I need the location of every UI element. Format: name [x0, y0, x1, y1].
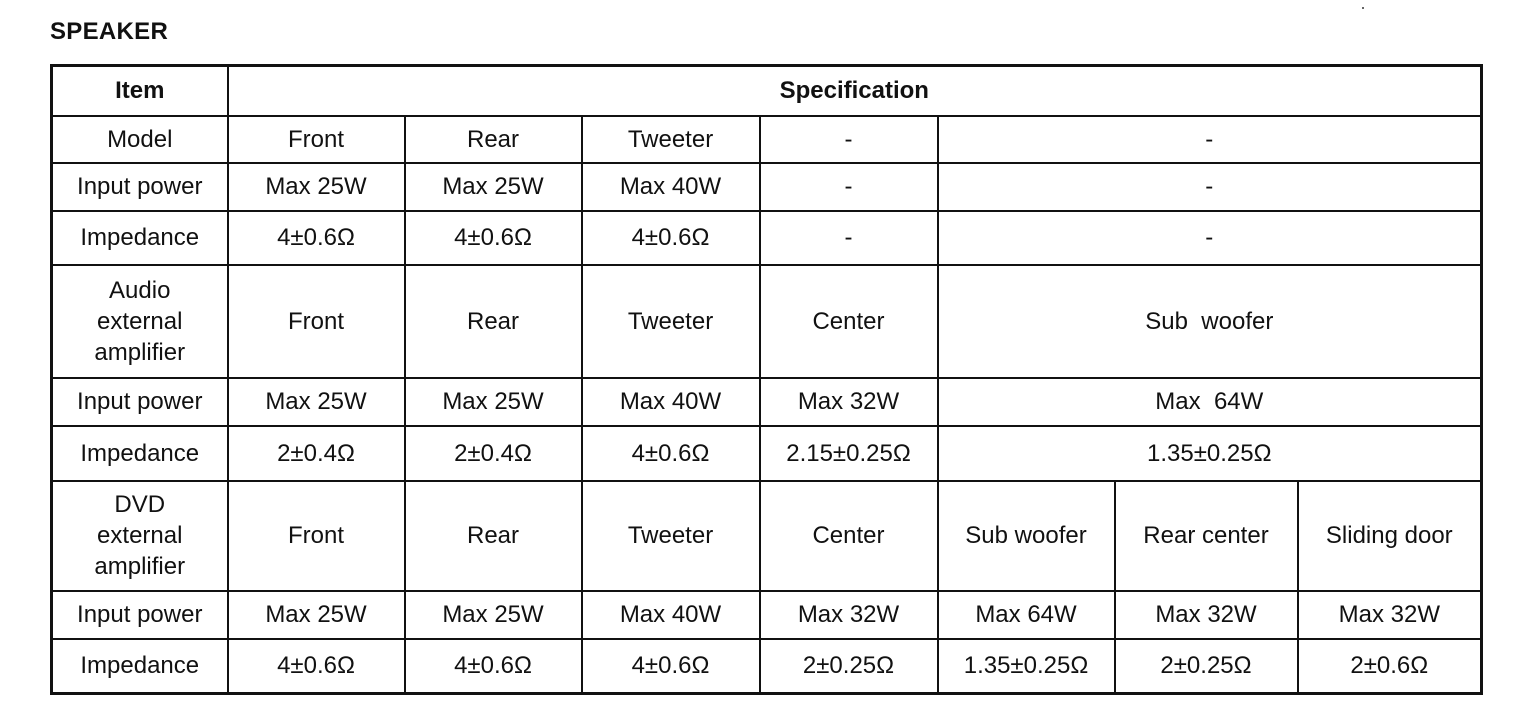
- header-row: [52, 66, 1482, 116]
- table-cell: Tweeter: [582, 265, 760, 378]
- table-cell: Rear: [405, 116, 582, 163]
- table-row: [52, 211, 1482, 265]
- row-label: Impedance: [52, 211, 228, 265]
- table-cell: -: [760, 116, 938, 163]
- specification-header: Specification: [228, 66, 1482, 116]
- table-row: [52, 378, 1482, 426]
- table-cell: 4±0.6Ω: [582, 426, 760, 481]
- table-cell: Max 64W: [938, 591, 1115, 639]
- table-row: [52, 116, 1482, 163]
- table-cell: Rear center: [1115, 481, 1298, 591]
- table-row: [52, 591, 1482, 639]
- table-cell: 2±0.6Ω: [1298, 639, 1482, 694]
- table-cell: 2±0.4Ω: [228, 426, 405, 481]
- table-cell: Max 25W: [228, 591, 405, 639]
- table-cell: Sliding door: [1298, 481, 1482, 591]
- table-cell: Max 32W: [1115, 591, 1298, 639]
- table-cell: Max 25W: [405, 591, 582, 639]
- item-header: Item: [52, 66, 228, 116]
- row-label-line: amplifier: [94, 553, 186, 580]
- speaker-spec-table: [50, 64, 1483, 695]
- table-cell: 2±0.25Ω: [1115, 639, 1298, 694]
- table-cell: 4±0.6Ω: [228, 211, 405, 265]
- row-label-line: DVD: [114, 491, 166, 518]
- table-cell: 4±0.6Ω: [582, 211, 760, 265]
- table-cell: -: [938, 211, 1482, 265]
- table-cell: Tweeter: [582, 481, 760, 591]
- row-label: [52, 265, 228, 378]
- table-row: [52, 163, 1482, 211]
- row-label: Input power: [52, 378, 228, 426]
- row-label: Impedance: [52, 639, 228, 694]
- table-cell: Rear: [405, 481, 582, 591]
- table-cell: Max 32W: [760, 378, 938, 426]
- table-cell: Center: [760, 265, 938, 378]
- row-label-line: external: [97, 522, 183, 549]
- table-row: [52, 481, 1482, 591]
- table-cell: Sub woofer: [938, 265, 1482, 378]
- table-cell: Max 40W: [582, 378, 760, 426]
- table-cell: Front: [228, 116, 405, 163]
- table-cell: -: [760, 163, 938, 211]
- table-cell: Max 40W: [582, 163, 760, 211]
- table-row: [52, 265, 1482, 378]
- table-row: [52, 426, 1482, 481]
- row-label-line: amplifier: [94, 338, 186, 366]
- row-label: Impedance: [52, 426, 228, 481]
- table-cell: Front: [228, 265, 405, 378]
- row-label-line: external: [97, 307, 183, 335]
- table-cell: Rear: [405, 265, 582, 378]
- table-cell: Max 25W: [228, 378, 405, 426]
- table-cell: 4±0.6Ω: [582, 639, 760, 694]
- table-cell: 2.15±0.25Ω: [760, 426, 938, 481]
- table-cell: Max 32W: [1298, 591, 1482, 639]
- table-cell: Front: [228, 481, 405, 591]
- table-cell: 1.35±0.25Ω: [938, 639, 1115, 694]
- table-row: [52, 639, 1482, 694]
- table-cell: 2±0.4Ω: [405, 426, 582, 481]
- row-label: Model: [52, 116, 228, 163]
- table-cell: 2±0.25Ω: [760, 639, 938, 694]
- table-cell: Max 25W: [405, 163, 582, 211]
- row-label: [52, 481, 228, 591]
- table-cell: Center: [760, 481, 938, 591]
- table-cell: Tweeter: [582, 116, 760, 163]
- table-cell: Max 40W: [582, 591, 760, 639]
- table-cell: Max 32W: [760, 591, 938, 639]
- table-cell: Max 25W: [405, 378, 582, 426]
- table-cell: 4±0.6Ω: [228, 639, 405, 694]
- table-cell: 4±0.6Ω: [405, 211, 582, 265]
- row-label: Input power: [52, 163, 228, 211]
- table-cell: -: [938, 116, 1482, 163]
- table-cell: Max 64W: [938, 378, 1482, 426]
- row-label-line: Audio: [109, 276, 171, 304]
- table-cell: -: [938, 163, 1482, 211]
- row-label: Input power: [52, 591, 228, 639]
- table-cell: 4±0.6Ω: [405, 639, 582, 694]
- table-cell: -: [760, 211, 938, 265]
- page-title: SPEAKER: [50, 18, 169, 45]
- scan-speck: [1362, 7, 1364, 9]
- table-cell: Sub woofer: [938, 481, 1115, 591]
- table-cell: 1.35±0.25Ω: [938, 426, 1482, 481]
- table-cell: Max 25W: [228, 163, 405, 211]
